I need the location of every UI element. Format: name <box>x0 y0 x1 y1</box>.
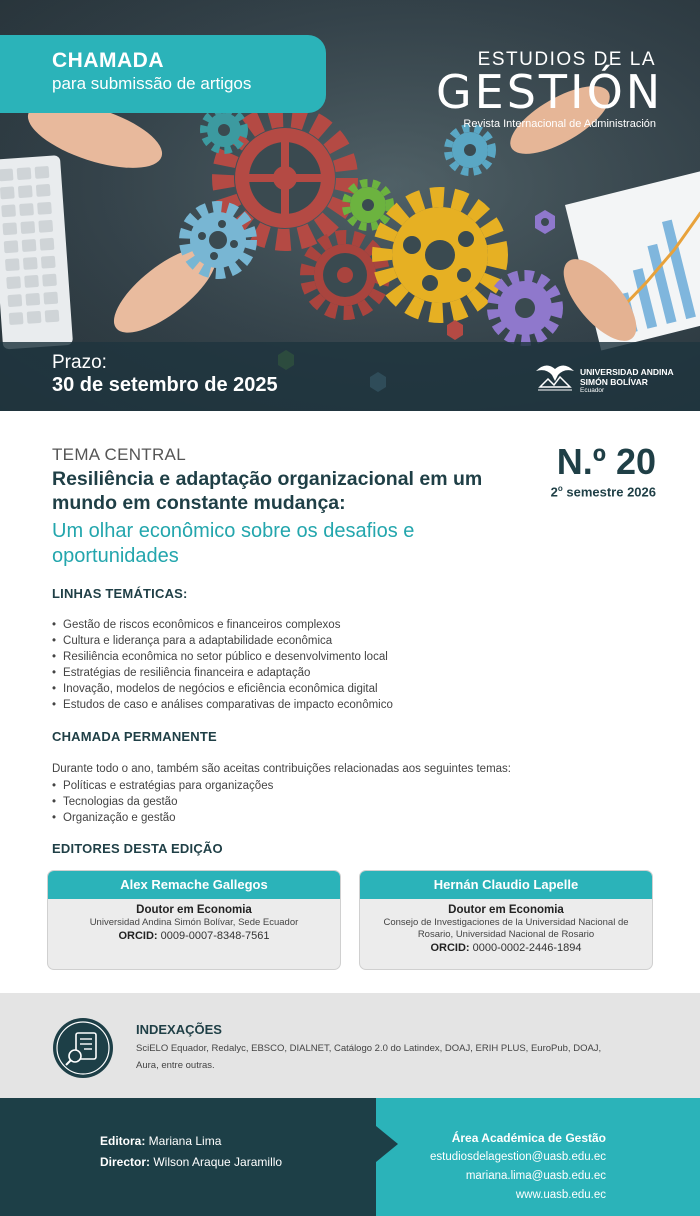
call-subtitle: para submissão de artigos <box>52 74 252 93</box>
journal-logo-subtitle: Revista Internacional de Administración <box>463 118 656 130</box>
thematic-lines-heading: LINHAS TEMÁTICAS: <box>52 586 188 601</box>
issue-semester-text: semestre 2026 <box>562 484 656 500</box>
theme-label: TEMA CENTRAL <box>52 445 186 464</box>
theme-title: Resiliência e adaptação organizacional em um mundo em constante mudança: <box>52 468 483 514</box>
journal-logo <box>436 49 664 132</box>
call-for-papers-box <box>0 35 326 113</box>
list-item: • Tecnologias da gestão <box>52 794 273 810</box>
call-title: CHAMADA <box>52 49 164 72</box>
list-item: • Políticas e estratégias para organizações <box>52 778 273 794</box>
list-item: • Resiliência econômica no setor público e desenvolvimento local <box>52 649 393 665</box>
deadline-label: Prazo: <box>52 352 107 373</box>
editors-heading: EDITORES DESTA EDIÇÃO <box>52 841 223 856</box>
condor-logo-icon <box>534 357 576 397</box>
theme-subtitle: Um olhar econômico sobre os desafios e oportunidades <box>52 520 415 567</box>
editor-orcid <box>48 929 340 943</box>
main-content <box>0 411 700 993</box>
thematic-lines-list <box>52 617 393 713</box>
list-item: • Gestão de riscos econômicos e financeiros complexos <box>52 617 393 633</box>
editor-institution: Universidad Andina Simón Bolívar, Sede Ecuador <box>89 917 299 928</box>
website-link[interactable]: www.uasb.edu.ec <box>515 1189 606 1201</box>
journal-logo-main: GESTIÓN <box>436 65 664 119</box>
university-name-line2: SIMÓN BOLÍVAR <box>580 377 648 387</box>
orcid-label: ORCID: <box>430 942 470 954</box>
director-credit <box>100 1152 282 1173</box>
director-credit-name: Wilson Araque Jaramillo <box>150 1155 283 1169</box>
editor-card <box>359 870 653 970</box>
list-item: • Organização e gestão <box>52 810 273 826</box>
orcid-value: 0009-0007-8348-7561 <box>160 930 270 942</box>
issue-semester-num: 2 <box>550 484 558 500</box>
indexing-heading: INDEXAÇÕES <box>136 1022 222 1037</box>
editor-credit-label: Editora: <box>100 1134 146 1148</box>
list-item: • Estratégias de resiliência financeira e adaptação <box>52 665 393 681</box>
academic-area: Área Académica de Gestão <box>451 1131 606 1145</box>
university-name-line1: UNIVERSIDAD ANDINA <box>580 367 674 377</box>
editor-name: Hernán Claudio Lapelle <box>360 871 652 899</box>
issue-semester <box>551 484 656 499</box>
permanent-call-list <box>52 778 273 826</box>
director-credit-label: Director: <box>100 1155 151 1169</box>
hero-banner <box>0 0 700 411</box>
editor-credit <box>100 1131 282 1152</box>
staff-credits <box>100 1131 282 1173</box>
editor-degree: Doutor em Economia <box>448 904 564 916</box>
editor-institution: Consejo de Investigaciones de la Universidad Nacional de Rosario, Universidad Nacional de Rosario <box>383 917 629 940</box>
orcid-label: ORCID: <box>118 930 158 942</box>
issue-number: N.º 20 <box>556 441 656 482</box>
indexing-text: SciELO Equador, Redalyc, EBSCO, DIALNET, Catálogo 2.0 do Latindex, DOAJ, ERIH PLUS, EuroPub, DOAJ, Aura, entre outras. <box>136 1043 602 1071</box>
editor-card <box>47 870 341 970</box>
indexing-section <box>0 993 700 1098</box>
footer <box>0 1098 700 1216</box>
list-item: • Inovação, modelos de negócios e eficiência econômica digital <box>52 681 393 697</box>
journal-logo-top: ESTUDIOS DE LA <box>477 49 656 70</box>
email-link[interactable]: estudiosdelagestion@uasb.edu.ec <box>430 1151 606 1163</box>
editor-degree: Doutor em Economia <box>136 904 252 916</box>
email-link[interactable]: mariana.lima@uasb.edu.ec <box>465 1170 606 1182</box>
contact-info <box>430 1129 606 1205</box>
list-item: • Estudos de caso e análises comparativas de impacto econômico <box>52 697 393 713</box>
editor-credit-name: Mariana Lima <box>145 1134 222 1148</box>
permanent-call-heading: CHAMADA PERMANENTE <box>52 729 217 744</box>
list-item: • Cultura e liderança para a adaptabilidade econômica <box>52 633 393 649</box>
document-search-icon <box>52 1017 114 1079</box>
issue-semester-sup: o <box>557 484 563 493</box>
editor-name: Alex Remache Gallegos <box>48 871 340 899</box>
university-logo <box>534 357 684 397</box>
permanent-call-intro: Durante todo o ano, também são aceitas contribuições relacionadas aos seguintes temas: <box>52 763 511 775</box>
editor-orcid <box>360 941 652 955</box>
orcid-value: 0000-0002-2446-1894 <box>472 942 582 954</box>
university-name-line3: Ecuador <box>580 387 605 394</box>
deadline-date: 30 de setembro de 2025 <box>52 374 278 396</box>
